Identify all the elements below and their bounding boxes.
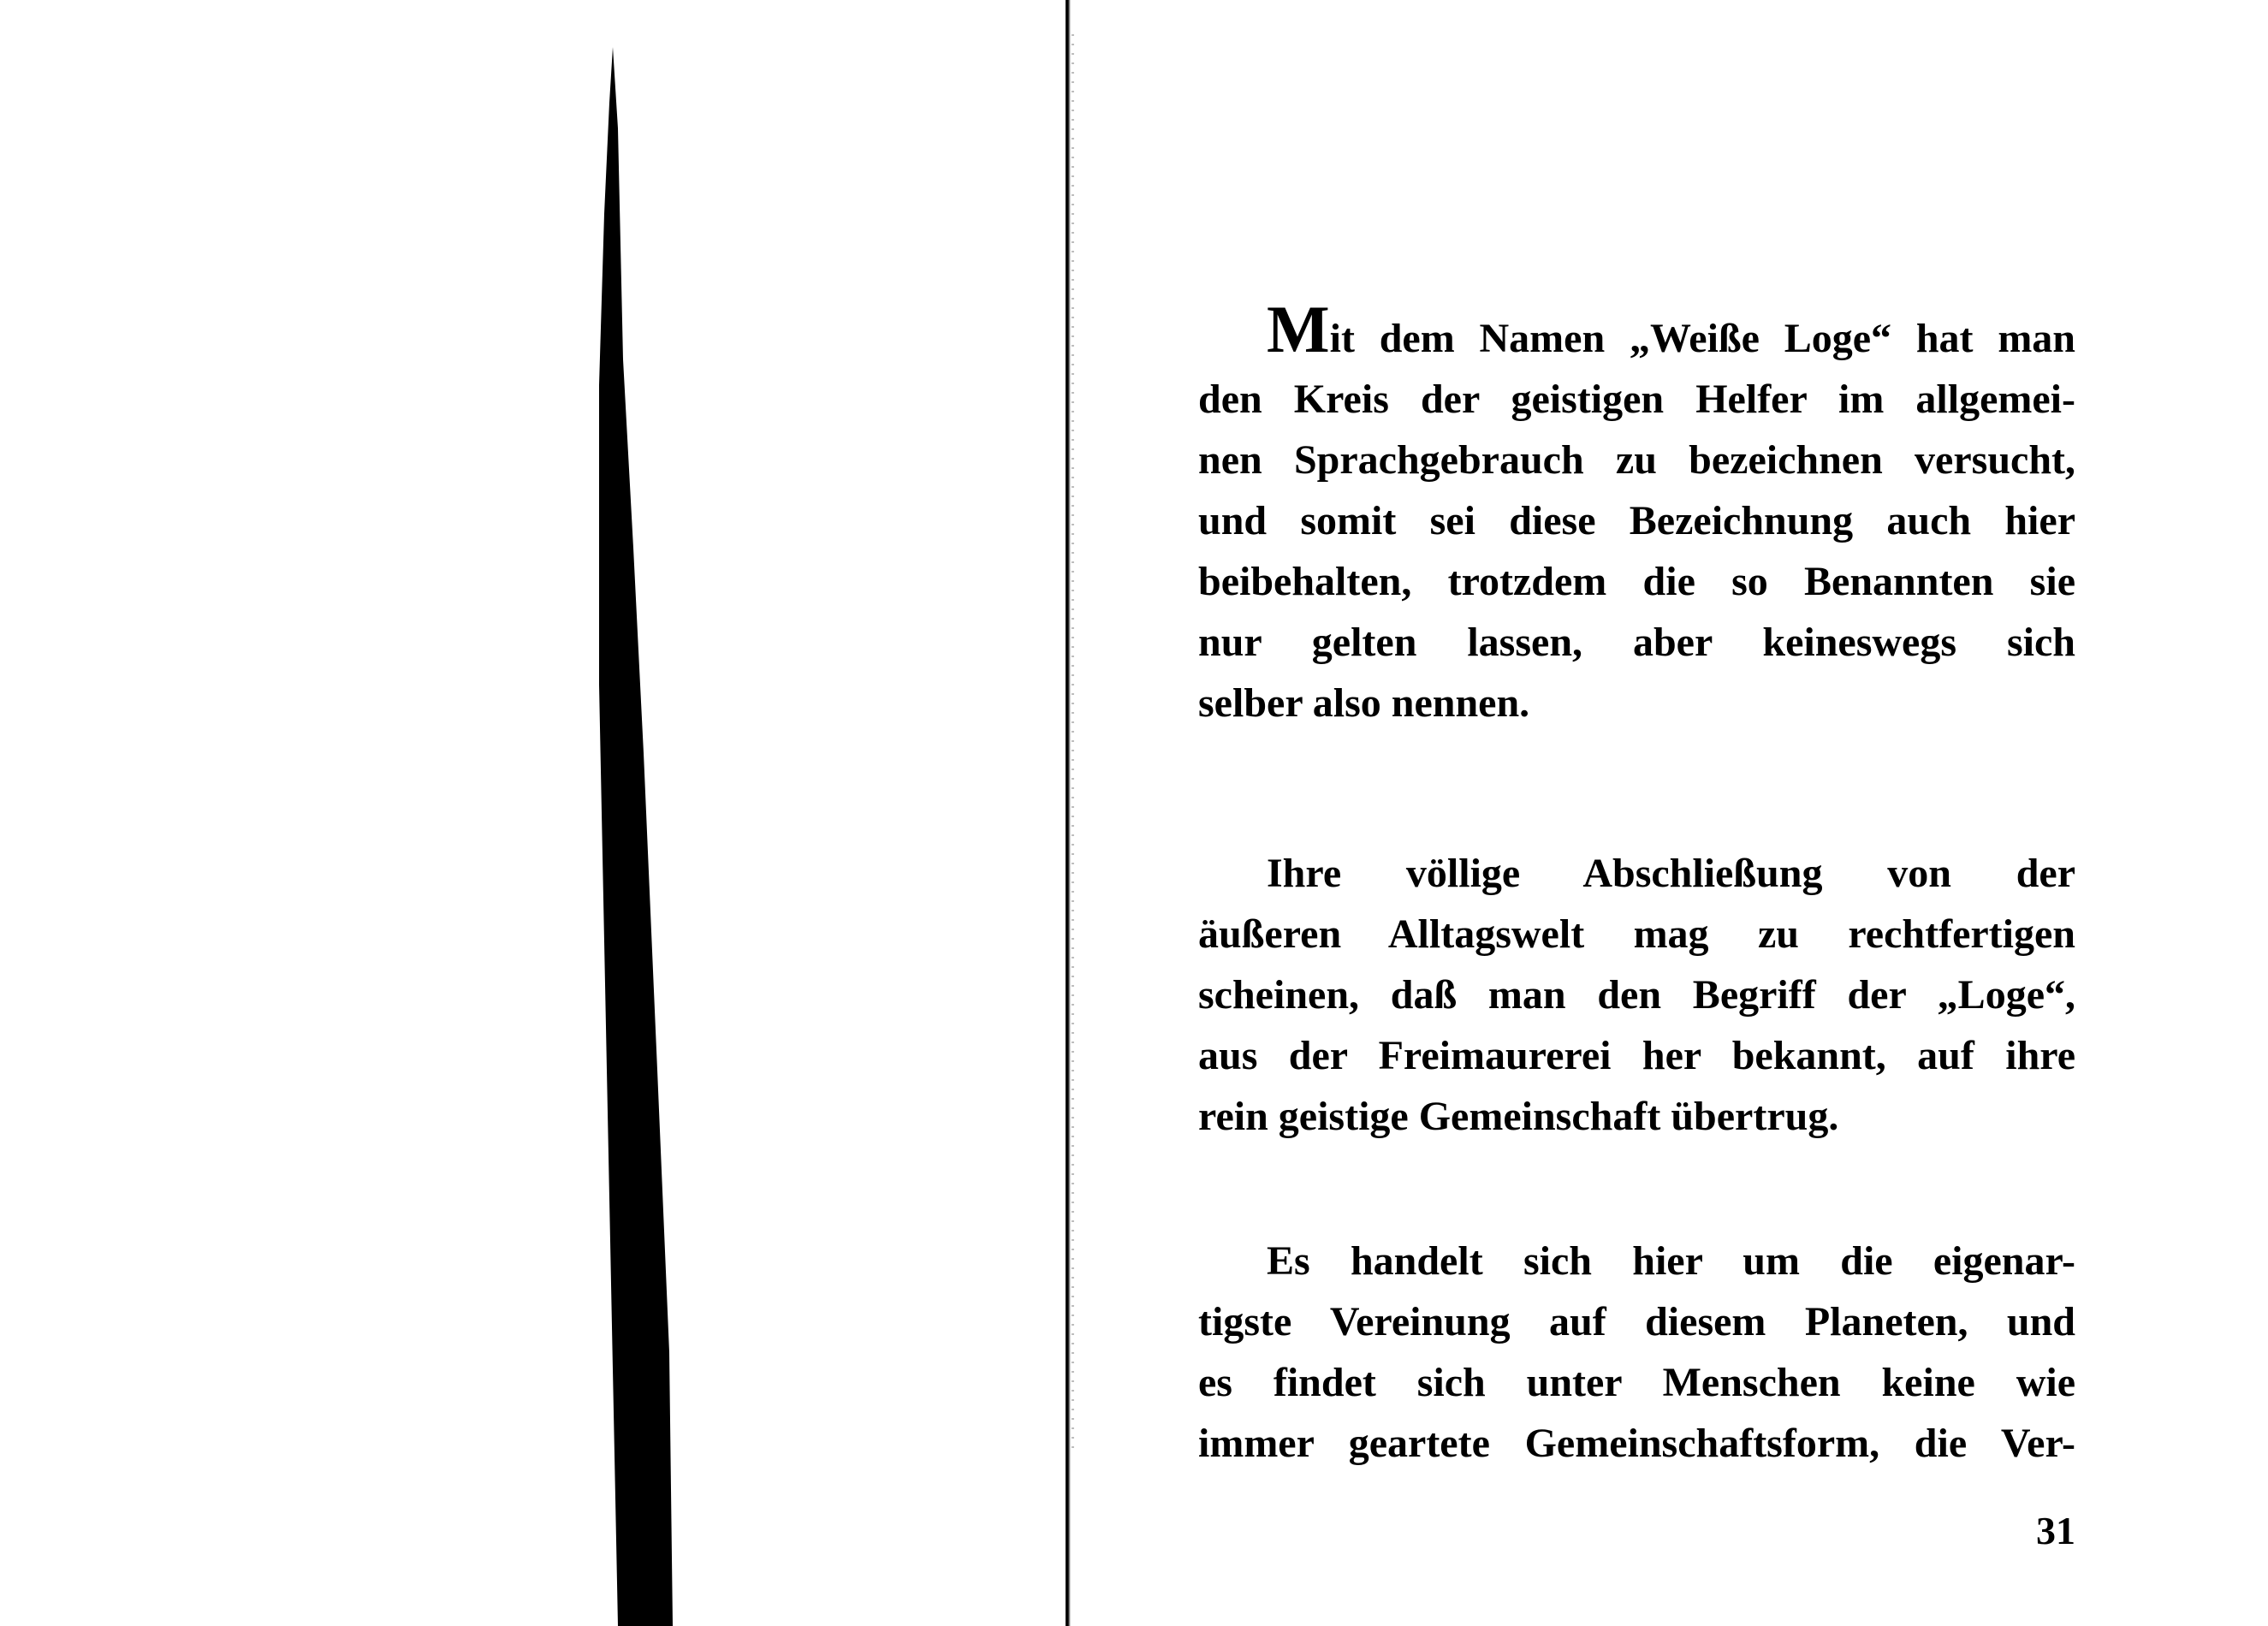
paragraph-3 [1198, 1231, 2075, 1474]
text-line: immer geartete Gemeinschaftsform, die Ver- [1198, 1421, 2075, 1466]
drop-cap: M [1267, 292, 1330, 366]
text-line: aus der Freimaurerei her bekannt, auf ihre [1198, 1033, 2075, 1078]
text-line: rein geistige Gemeinschaft übertrug. [1198, 1094, 1839, 1139]
text-line: beibehalten, trotzdem die so Benannten sie [1198, 559, 2075, 604]
text-line: nen Sprachgebrauch zu bezeichnen versucht, [1198, 437, 2075, 483]
text-line: Ihre völlige Abschließung von der [1267, 851, 2075, 896]
gutter-line [1066, 0, 1071, 1626]
gutter-scan-noise [1072, 34, 1074, 1455]
page-number: 31 [2036, 1509, 2075, 1552]
text-line: selber also nennen. [1198, 680, 1530, 726]
text-line: äußeren Alltagswelt mag zu rechtfertigen [1198, 911, 2075, 957]
paragraph-2 [1198, 843, 2075, 1147]
text-line: nur gelten lassen, aber keineswegs sich [1198, 620, 2075, 665]
page-edge-sliver [599, 47, 673, 1626]
text-line: und somit sei diese Bezeichnung auch hier [1198, 498, 2075, 543]
text-line: tigste Vereinung auf diesem Planeten, und [1198, 1299, 2075, 1344]
paragraph-1 [1198, 292, 2075, 733]
text-line: Mit dem Namen „Weiße Loge“ hat man [1267, 292, 2075, 366]
text-line: Es handelt sich hier um die eigenar- [1267, 1238, 2075, 1284]
text-line: den Kreis der geistigen Helfer im allgemei- [1198, 377, 2075, 422]
text-line: scheinen, daß man den Begriff der „Loge“, [1198, 972, 2075, 1018]
text-line: es findet sich unter Menschen keine wie [1198, 1360, 2075, 1405]
